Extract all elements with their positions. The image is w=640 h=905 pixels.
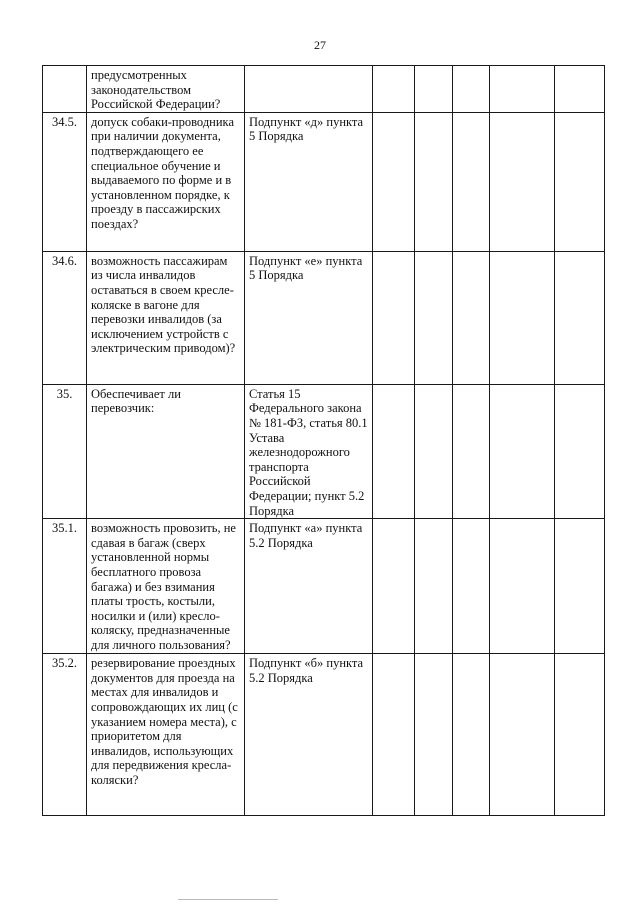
notes-cell (490, 66, 555, 113)
answer-cell-yes (373, 519, 415, 654)
table-row (43, 384, 605, 518)
question-text: допуск собаки-проводника при наличии документа, подтверждающего ее специальное обучение и выдаваемого по форме и в установленном порядке, к проезду в пассажирских поездах? (87, 112, 245, 251)
answer-cell-no (415, 112, 453, 251)
table-row (43, 66, 605, 113)
question-text: возможность провозить, не сдавая в багаж (сверх установленной нормы бесплатного провоза багажа) и без взимания платы трость, костыли, носилки и (или) кресло-коляску, предназначенные для личного пользования? (87, 519, 245, 654)
scan-artifact-line (178, 899, 278, 900)
answer-cell-yes (373, 251, 415, 384)
question-text: резервирование проездных документов для проезда на местах для инвалидов и сопровождающих их лиц (с указанием номера места), с приоритетом для инвалидов, использующих для передвижения кресла-коляски? (87, 654, 245, 816)
answer-cell-no (415, 384, 453, 518)
answer-cell-not-applicable (453, 66, 490, 113)
answer-cell-not-applicable (453, 112, 490, 251)
notes-cell (490, 384, 555, 518)
legal-reference: Подпункт «а» пункта 5.2 Порядка (245, 519, 373, 654)
notes-cell (490, 654, 555, 816)
extra-cell (555, 384, 605, 518)
answer-cell-yes (373, 112, 415, 251)
legal-reference: Подпункт «б» пункта 5.2 Порядка (245, 654, 373, 816)
extra-cell (555, 66, 605, 113)
question-text: возможность пассажирам из числа инвалидов оставаться в своем кресле-коляске в вагоне для перевозки инвалидов (за исключением устройств с электрическим приводом)? (87, 251, 245, 384)
answer-cell-no (415, 251, 453, 384)
extra-cell (555, 654, 605, 816)
answer-cell-not-applicable (453, 519, 490, 654)
row-number: 34.6. (43, 251, 87, 384)
answer-cell-no (415, 654, 453, 816)
legal-reference: Статья 15 Федерального закона № 181-ФЗ, статья 80.1 Устава железнодорожного транспорта Российской Федерации; пункт 5.2 Порядка (245, 384, 373, 518)
extra-cell (555, 251, 605, 384)
row-number (43, 66, 87, 113)
table-row (43, 251, 605, 384)
answer-cell-not-applicable (453, 384, 490, 518)
row-number: 35.1. (43, 519, 87, 654)
answer-cell-yes (373, 384, 415, 518)
table-row (43, 654, 605, 816)
legal-reference (245, 66, 373, 113)
legal-reference: Подпункт «д» пункта 5 Порядка (245, 112, 373, 251)
extra-cell (555, 112, 605, 251)
row-number: 35. (43, 384, 87, 518)
answer-cell-not-applicable (453, 251, 490, 384)
table-row (43, 519, 605, 654)
notes-cell (490, 519, 555, 654)
extra-cell (555, 519, 605, 654)
notes-cell (490, 112, 555, 251)
legal-reference: Подпункт «е» пункта 5 Порядка (245, 251, 373, 384)
table-row (43, 112, 605, 251)
question-text: предусмотренных законодательством Российской Федерации? (87, 66, 245, 113)
answer-cell-yes (373, 66, 415, 113)
row-number: 34.5. (43, 112, 87, 251)
answer-cell-no (415, 66, 453, 113)
answer-cell-yes (373, 654, 415, 816)
notes-cell (490, 251, 555, 384)
answer-cell-no (415, 519, 453, 654)
checklist-table (42, 65, 605, 816)
answer-cell-not-applicable (453, 654, 490, 816)
question-text: Обеспечивает ли перевозчик: (87, 384, 245, 518)
row-number: 35.2. (43, 654, 87, 816)
page-number: 27 (314, 38, 326, 52)
